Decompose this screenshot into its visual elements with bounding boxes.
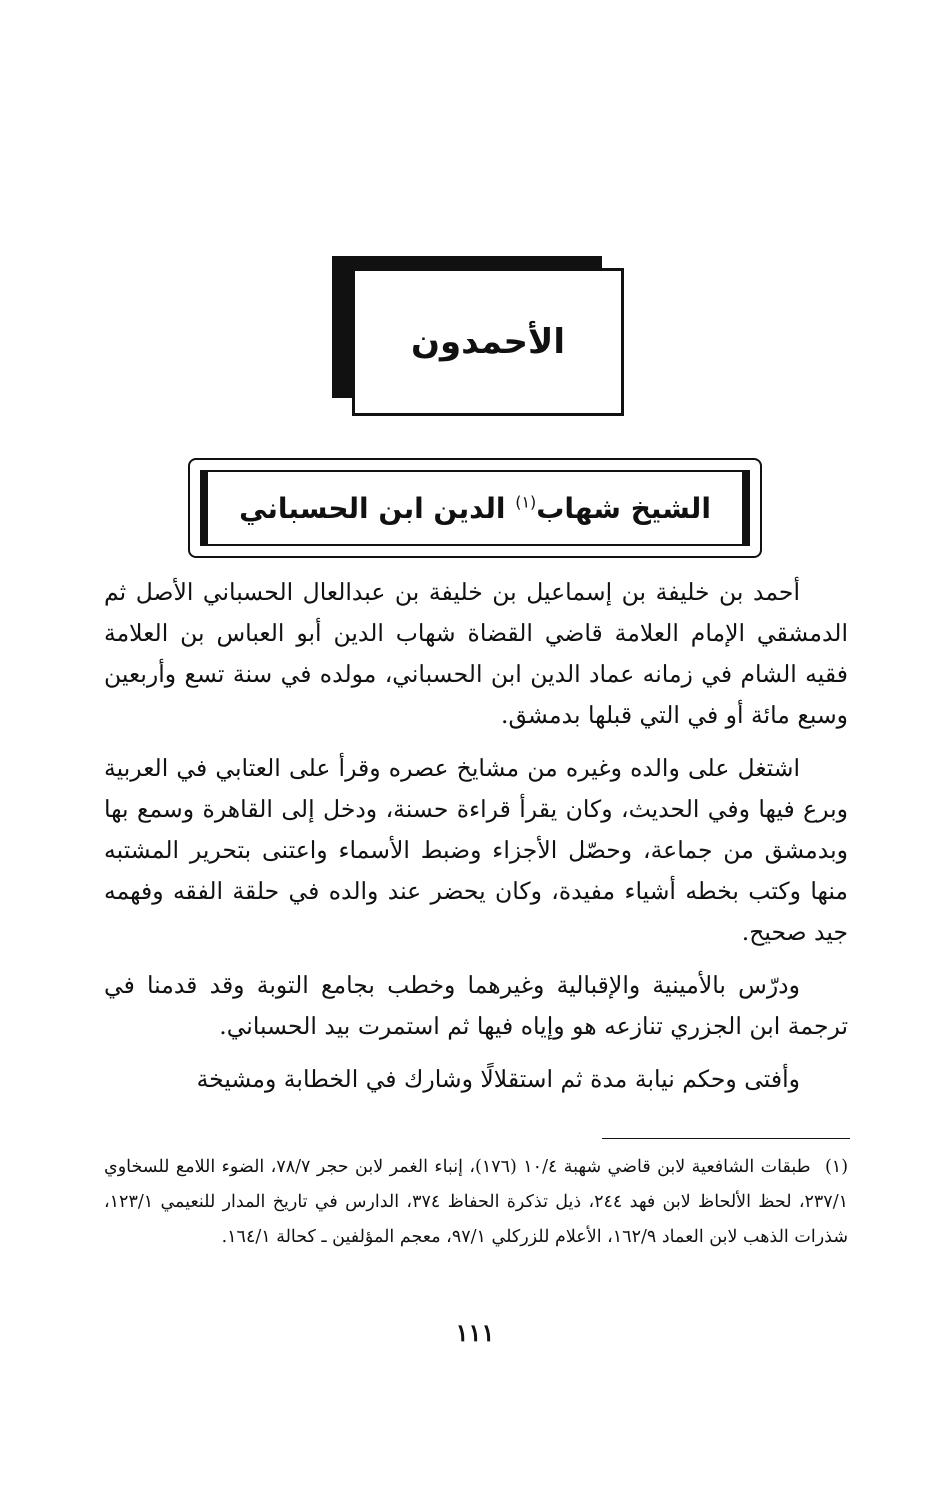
chapter-title: الأحمدون (410, 322, 566, 362)
footnote-marker: (١) (824, 1157, 849, 1177)
page-number: ١١١ (455, 1318, 495, 1347)
entry-heading-part2: الدين ابن الحسباني (239, 491, 516, 525)
entry-heading (239, 492, 711, 525)
paragraph: اشتغل على والده وغيره من مشايخ عصره وقرأ على العتابي في العربية وبرع فيها وفي الحديث، وكان يقرأ قراءة حسنة، ودخل إلى القاهرة وسمع بها وبدمشق من جماعة، وحصّل الأجزاء وضبط الأسماء واعتنى بتحرير المشتبه منها وكتب بخطه أشياء مفيدة، وكان يحضر عند والده في حلقة الفقه وفهمه جيد صحيح. (104, 754, 848, 946)
entry-heading-part1: الشيخ شهاب (536, 491, 711, 525)
paragraph: أحمد بن خليفة بن إسماعيل بن خليفة بن عبدالعال الحسباني الأصل ثم الدمشقي الإمام العلامة قاضي القضاة شهاب الدين أبو العباس بن العلامة فقيه الشام في زمانه عماد الدين ابن الحسباني، مولده في سنة تسع وأربعين وسبع مائة أو في التي قبلها بدمشق. (104, 578, 848, 729)
entry-heading-inner-frame (200, 470, 750, 546)
paragraph: وأفتى وحكم نيابة مدة ثم استقلالًا وشارك في الخطابة ومشيخة (196, 1065, 800, 1093)
paragraph: ودرّس بالأمينية والإقبالية وغيرهما وخطب بجامع التوبة وقد قدمنا في ترجمة ابن الجزري تنازعه هو وإياه فيها ثم استمرت بيد الحسباني. (104, 971, 848, 1040)
footnote-text: طبقات الشافعية لابن قاضي شهبة ١٠/٤ (١٧٦)، إنباء الغمر لابن حجر ٧٨/٧، الضوء اللامع للسخاوي ٢٣٧/١، لحظ الألحاظ لابن فهد ٢٤٤، ذيل تذكرة الحفاظ ٣٧٤، الدارس في تاريخ المدار للنعيمي ١٢٣/١، شذرات الذهب لابن العماد ١٦٢/٩، الأعلام للزركلي ٩٧/١، معجم المؤلفين ـ كحالة ١٦٤/١. (104, 1157, 848, 1247)
body-text (104, 572, 848, 1100)
chapter-title-box (352, 268, 624, 416)
frame-bar-left (200, 470, 208, 546)
entry-footnote-marker: (١) (515, 492, 537, 512)
frame-bar-right (742, 470, 750, 546)
entry-heading-frame (188, 458, 762, 558)
footnote-separator (602, 1138, 850, 1139)
footnote (104, 1150, 848, 1255)
